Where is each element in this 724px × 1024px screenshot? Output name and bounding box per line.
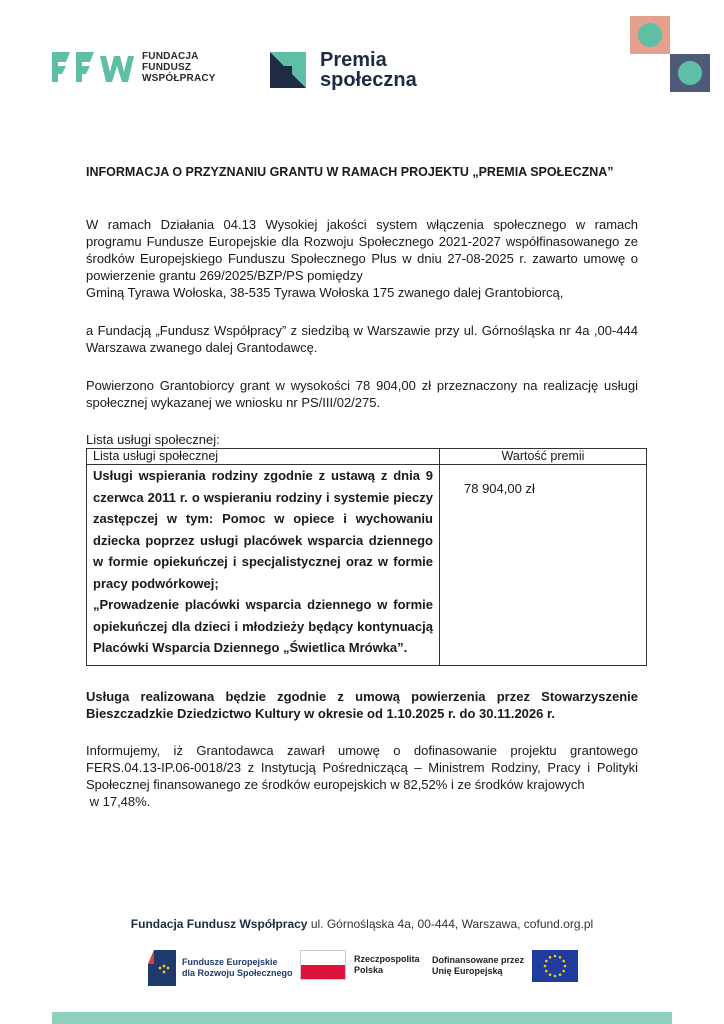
ffw-logo-text — [142, 51, 216, 84]
table-header-row — [87, 449, 647, 465]
fundusze-europejskie-mark-icon — [148, 950, 176, 986]
eu-cofinanced-text — [432, 955, 524, 977]
footer-address — [0, 917, 724, 931]
document-title: INFORMACJA O PRZYZNANIU GRANTU W RAMACH PROJEKTU „PREMIA SPOŁECZNA” — [86, 165, 614, 179]
ffw-logo-mark-icon — [52, 50, 134, 84]
footer-accent-bar — [52, 1012, 672, 1024]
premia-logo-text — [320, 50, 417, 90]
fe-logo-line: dla Rozwoju Społecznego — [182, 968, 293, 978]
paragraph-line: Informujemy, iż Grantodawca zawarł umowę o dofinasowanie projektu grantowego FERS.04.13-IP.06-0018/23 z Instytucją Pośredniczącą – Ministrem Rodziny, Pracy i Polityki Społecznej finansowanego ze środków europejskich w 82,52% i ze środków krajowych — [86, 743, 638, 792]
paragraph-grant-amount: Powierzono Grantobiorcy grant w wysokości 78 904,00 zł przeznaczony na realizację usługi społecznej wykazanej we wniosku nr PS/III/02/275. — [86, 378, 638, 410]
rzeczpospolita-polska-text — [354, 954, 420, 976]
ffw-logo-line: FUNDACJA — [142, 50, 199, 62]
paragraph-line: w 17,48%. — [86, 794, 151, 809]
fundusze-europejskie-text — [182, 957, 293, 979]
paragraph-line: Gminą Tyrawa Wołoska, 38-535 Tyrawa Wołoska 175 zwanego dalej Grantobiorcą, — [86, 285, 564, 300]
paragraph-cofinancing — [86, 742, 638, 810]
polish-flag-icon — [300, 950, 346, 980]
eu-logo-line: Dofinansowane przez — [432, 955, 525, 965]
eu-cofinanced-logo — [432, 950, 578, 982]
ffw-logo-line: WSPÓŁPRACY — [142, 72, 216, 84]
rp-logo-line: Polska — [354, 965, 384, 975]
service-line: „Prowadzenie placówki wsparcia dziennego w formie opiekuńczej dla dzieci i młodzieży będący kontynuacją Placówki Wsparcia Dziennego „Świetlica Mrówka”. — [93, 597, 433, 655]
table-header-cell: Lista usługi społecznej — [87, 449, 440, 465]
service-line: Usługi wspierania rodziny zgodnie z ustawą z dnia 9 czerwca 2011 r. o wspieraniu rodziny i systemie pieczy zastępczej w tym: Pomoc w opiece i wychowaniu dziecka poprzez usługi placówek wsparcia dziennego w formie opiekuńczej i specjalistycznej oraz w formie pracy podwórkowej; — [93, 468, 433, 591]
ffw-logo — [52, 48, 216, 86]
footer-org-address: ul. Górnośląska 4a, 00-444, Warszawa, cofund.org.pl — [307, 917, 594, 931]
premia-spoleczna-logo — [270, 50, 417, 90]
eu-logo-line: Unię Europejską — [432, 966, 503, 976]
decorative-dot — [638, 23, 662, 47]
eu-flag-icon — [532, 950, 578, 982]
footer-org-name: Fundacja Fundusz Współpracy — [130, 917, 308, 931]
paragraph-grantor: a Fundacją „Fundusz Współpracy” z siedzibą w Warszawie przy ul. Górnośląska nr 4a ,00-444 Warszawa zwanego dalej Grantodawcę. — [86, 323, 638, 355]
fundusze-europejskie-logo — [148, 950, 293, 986]
ffw-logo-line: FUNDUSZ — [142, 61, 192, 73]
decorative-square-navy — [670, 54, 710, 92]
paragraph-line: W ramach Działania 04.13 Wysokiej jakości system włączenia społecznego w ramach programu Fundusze Europejskie dla Rozwoju Społecznego 2021-2027 współfinasowanego ze środków Europejskiego Funduszu Społecznego Plus w dniu 27-08-2025 r. zawarto umowę o powierzenie grantu 269/2025/BZP/PS pomiędzy — [86, 217, 638, 283]
service-list-table — [86, 448, 647, 666]
premia-logo-line: Premia — [320, 49, 387, 71]
rp-logo-line: Rzeczpospolita — [354, 954, 420, 964]
premia-logo-line: społeczna — [320, 69, 417, 91]
premia-logo-mark-icon — [270, 52, 306, 88]
rzeczpospolita-polska-logo — [300, 950, 420, 980]
paragraph-agreement — [86, 216, 638, 301]
table-header-cell: Wartość premii — [440, 449, 647, 465]
decorative-dot — [678, 61, 702, 85]
fe-logo-line: Fundusze Europejskie — [182, 957, 278, 967]
service-description-cell — [87, 465, 440, 666]
decorative-square-salmon — [630, 16, 670, 54]
premium-value-cell: 78 904,00 zł — [440, 465, 647, 666]
table-caption: Lista usługi społecznej: — [86, 432, 220, 447]
paragraph-implementation: Usługa realizowana będzie zgodnie z umową powierzenia przez Stowarzyszenie Bieszczadzkie Dziedzictwo Kultury w okresie od 1.10.2025 r. do 30.11.2026 r. — [86, 689, 638, 721]
table-row — [87, 465, 647, 666]
